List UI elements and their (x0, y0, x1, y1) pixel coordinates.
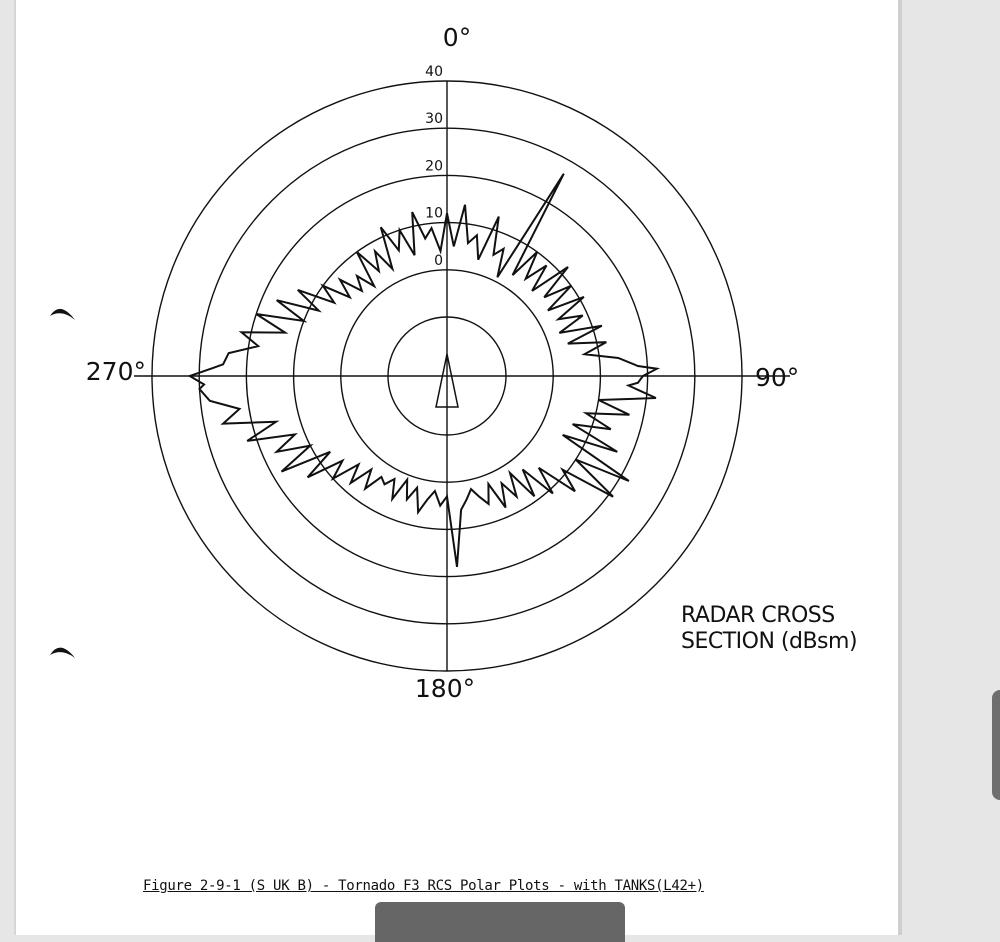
ring-labels (425, 64, 443, 269)
angle-label-270: 270° (85, 357, 146, 386)
axis-label-line1: RADAR CROSS (681, 603, 835, 628)
ring-tick-label: 20 (425, 158, 443, 175)
angle-label-180: 180° (414, 674, 476, 703)
angle-label-90: 90° (755, 363, 800, 392)
angle-label-0: 0° (442, 23, 472, 52)
figure-caption: Figure 2-9-1 (S UK B) - Tornado F3 RCS Polar Plots - with TANKS(L42+) (143, 878, 704, 894)
binder-hole-mark (50, 648, 75, 658)
ring-tick-label: 0 (434, 252, 443, 269)
axis-label-line2: SECTION (dBsm) (681, 629, 858, 654)
ring-tick-label: 10 (425, 205, 443, 222)
angle-spokes (134, 81, 790, 671)
ring-tick-label: 30 (425, 111, 443, 128)
ring-tick-label: 40 (425, 64, 443, 80)
binder-hole-mark (50, 309, 75, 320)
